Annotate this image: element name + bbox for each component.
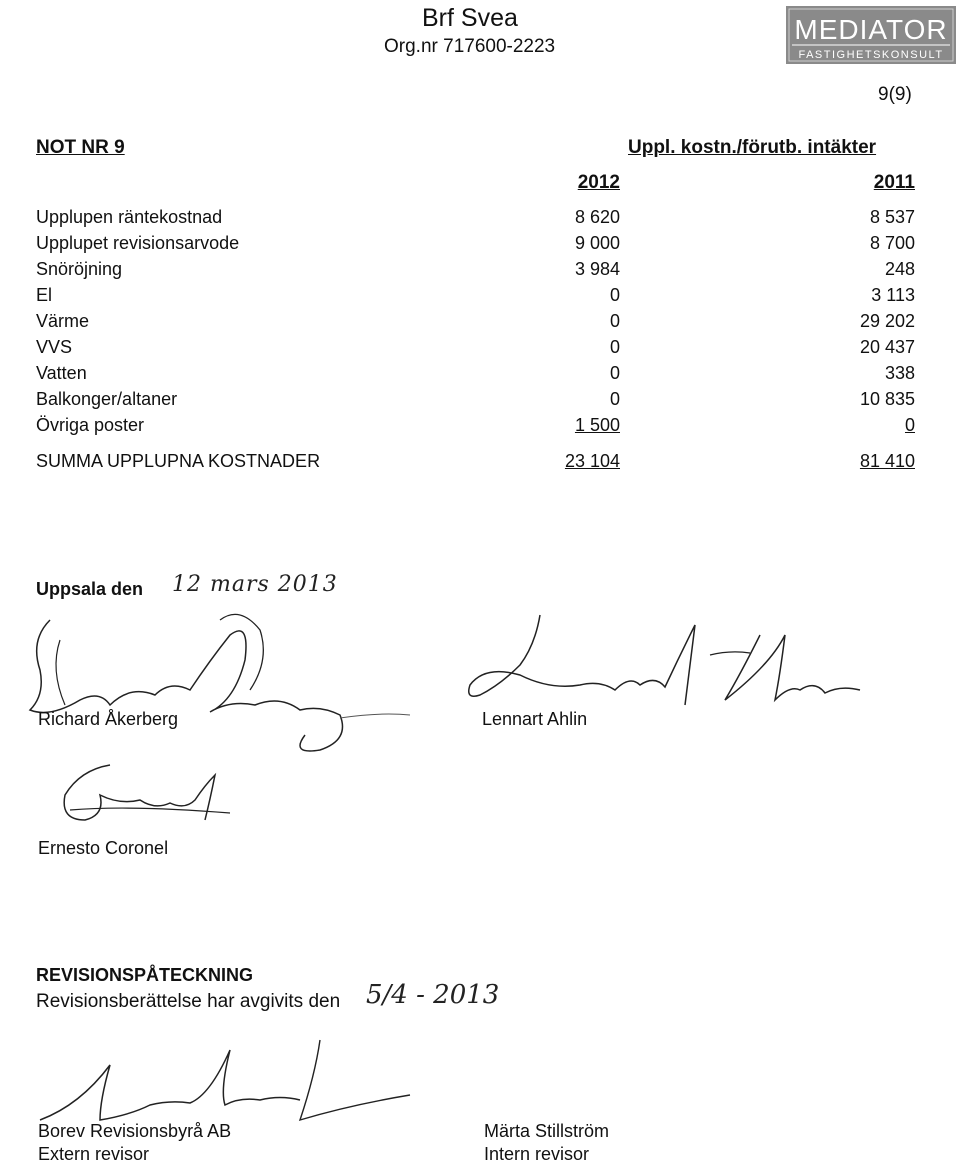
row-value-2012: 0: [609, 311, 620, 331]
logo-top-text: MEDIATOR: [794, 14, 948, 45]
row-label: Upplupen räntekostnad: [36, 207, 223, 227]
table-row: [0, 285, 960, 311]
logo-bottom-text: FASTIGHETSKONSULT: [798, 49, 944, 61]
row-value-2011: 0: [904, 415, 915, 435]
row-label: VVS: [36, 337, 73, 357]
row-value-2011: 8 537: [869, 207, 915, 227]
total-label: SUMMA UPPLUPNA KOSTNADER: [36, 451, 321, 471]
table-row: [0, 363, 960, 389]
row-value-2012: 0: [609, 285, 620, 305]
table-row: [0, 337, 960, 363]
organization-name: Brf Svea: [422, 4, 518, 32]
auditor2-name: Märta Stillström: [484, 1121, 610, 1141]
table-row: [0, 259, 960, 285]
signature-richard-akerberg: [20, 600, 420, 770]
signature-auditors: [30, 1035, 430, 1135]
table-row: [0, 233, 960, 259]
table-row: [0, 311, 960, 337]
row-value-2011: 3 113: [871, 285, 915, 305]
signature-lennart-ahlin: [440, 605, 880, 725]
table-row: [0, 389, 960, 415]
note-subtitle: Uppl. kostn./förutb. intäkter: [628, 137, 877, 158]
column-header-2012: 2012: [577, 172, 620, 193]
row-label: Övriga poster: [36, 415, 145, 435]
row-value-2011: 338: [884, 363, 915, 383]
auditor1-name: Borev Revisionsbyrå AB: [38, 1121, 232, 1141]
row-label: Upplupet revisionsarvode: [36, 233, 240, 253]
mediator-logo: [786, 6, 956, 64]
row-value-2012: 0: [609, 389, 620, 409]
row-label: Vatten: [36, 363, 87, 383]
row-value-2011: 29 202: [859, 311, 915, 331]
column-header-2011: 2011: [873, 172, 915, 193]
audit-section-title: REVISIONSPÅTECKNING: [36, 965, 254, 985]
handwritten-signing-date: 12 mars 2013: [172, 572, 338, 597]
signer2-name: Lennart Ahlin: [482, 709, 588, 729]
row-value-2011: 20 437: [859, 337, 915, 357]
row-value-2012: 9 000: [574, 233, 620, 253]
row-value-2012: 0: [609, 337, 620, 357]
row-value-2012: 8 620: [574, 207, 620, 227]
total-row: [0, 451, 960, 477]
auditor1-role: Extern revisor: [38, 1144, 150, 1164]
total-value-2012: 23 104: [564, 451, 620, 471]
note-title: NOT NR 9: [36, 137, 125, 158]
row-label: Balkonger/altaner: [36, 389, 178, 409]
signature-ernesto-coronel: [30, 755, 250, 835]
auditor2-role: Intern revisor: [484, 1144, 590, 1164]
organization-number: Org.nr 717600-2223: [384, 36, 556, 57]
row-value-2012: 3 984: [574, 259, 620, 279]
row-value-2011: 8 700: [869, 233, 915, 253]
handwritten-audit-date: 5/4 - 2013: [366, 980, 500, 1010]
row-label: Värme: [36, 311, 90, 331]
place-label: Uppsala den: [36, 579, 144, 599]
signer3-name: Ernesto Coronel: [38, 838, 169, 858]
total-value-2011: 81 410: [859, 451, 915, 471]
signer1-name: Richard Åkerberg: [38, 709, 179, 729]
row-label: El: [36, 285, 53, 305]
row-value-2011: 248: [884, 259, 915, 279]
row-label: Snöröjning: [36, 259, 123, 279]
row-value-2011: 10 835: [859, 389, 915, 409]
page-number: 9(9): [878, 84, 912, 105]
row-value-2012: 1 500: [574, 415, 620, 435]
table-row: [0, 207, 960, 233]
audit-statement: Revisionsberättelse har avgivits den: [36, 991, 341, 1012]
table-row: [0, 415, 960, 441]
row-value-2012: 0: [609, 363, 620, 383]
